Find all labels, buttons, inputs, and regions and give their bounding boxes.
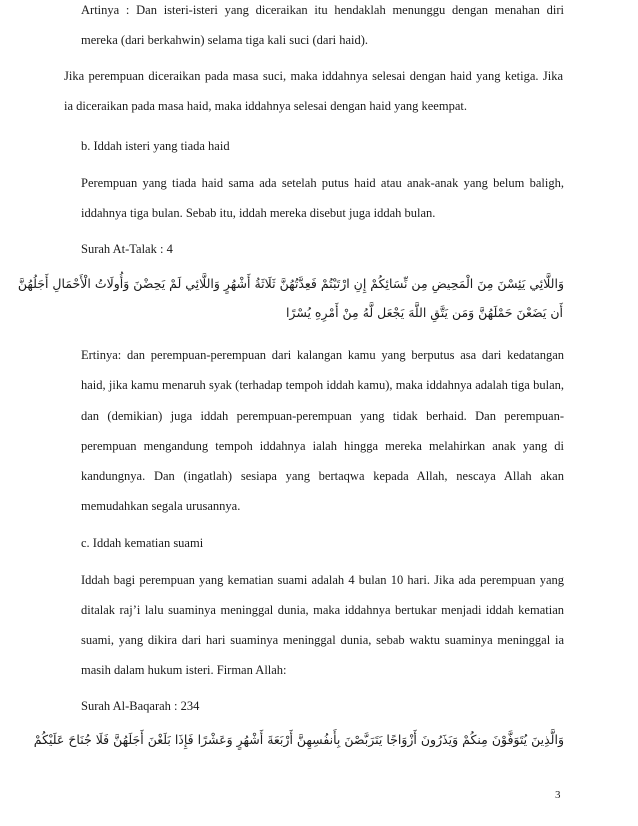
- text-line: dan (demikian) juga iddah perempuan-perempuan yang tidak berhaid. Dan perempuan-: [81, 409, 564, 423]
- text-line: suami, yang dikira dari hari suaminya meninggal dunia, sebab waktu suaminya meninggal ia: [81, 633, 564, 647]
- surah-reference: Surah Al-Baqarah : 234: [81, 699, 200, 713]
- text-line: ia diceraikan pada masa haid, maka iddahnya selesai dengan haid yang keempat.: [64, 99, 467, 113]
- text-line: memudahkan segala urusannya.: [81, 499, 241, 513]
- text-line: mereka (dari berkahwin) selama tiga kali suci (dari haid).: [81, 33, 369, 47]
- page-number: 3: [555, 789, 561, 801]
- text-line: haid, jika kamu menaruh syak (terhadap tempoh iddah kamu), maka iddahnya adalah tiga bulan,: [81, 378, 564, 392]
- text-line: perempuan mengandung tempoh iddahnya ialah hingga mereka melahirkan anak yang di: [81, 439, 564, 453]
- surah-reference: Surah At-Talak : 4: [81, 242, 173, 256]
- text-line: Iddah bagi perempuan yang kematian suami adalah 4 bulan 10 hari. Jika ada perempuan yang: [81, 573, 564, 587]
- arabic-verse-line: وَالَّذِينَ يُتَوَفَّوْنَ مِنكُمْ وَيَذَرُونَ أَزْوَاجًا يَتَرَبَّصْنَ بِأَنفُسِهِنَّ أَرْبَعَةَ أَشْهُرٍ وَعَشْرًا فَإِذَا بَلَغْنَ أَجَلَهُنَّ فَلَا جُنَاحَ عَلَيْكُمْ: [33, 732, 564, 747]
- text-line: ditalak raj’i lalu suaminya meninggal dunia, maka iddahnya bertukar menjadi iddah kematian: [81, 603, 564, 617]
- arabic-verse-line: وَاللَّائِي يَئِسْنَ مِنَ الْمَحِيضِ مِن نِّسَائِكُمْ إِنِ ارْتَبْتُمْ فَعِدَّتُهُنَّ ثَلَاثَةُ أَشْهُرٍ وَاللَّائِي لَمْ يَحِضْنَ وَأُولَاتُ الْأَحْمَالِ أَجَلُهُنَّ: [17, 276, 564, 291]
- text-line: iddahnya tiga bulan. Sebab itu, iddah mereka disebut juga iddah bulan.: [81, 206, 436, 220]
- section-heading: b. Iddah isteri yang tiada haid: [81, 139, 230, 153]
- text-line: masih dalam hukum isteri. Firman Allah:: [81, 663, 287, 677]
- section-heading: c. Iddah kematian suami: [81, 536, 204, 550]
- text-line: Artinya : Dan isteri-isteri yang diceraikan itu hendaklah menunggu dengan menahan diri: [81, 3, 564, 17]
- text-line: Perempuan yang tiada haid sama ada setelah putus haid atau anak-anak yang belum baligh,: [81, 176, 564, 190]
- arabic-verse-line: أَن يَضَعْنَ حَمْلَهُنَّ وَمَن يَتَّقِ اللَّهَ يَجْعَل لَّهُ مِنْ أَمْرِهِ يُسْرًا: [285, 305, 563, 320]
- text-line: Ertinya: dan perempuan-perempuan dari kalangan kamu yang berputus asa dari kedatangan: [81, 348, 564, 362]
- text-line: Jika perempuan diceraikan pada masa suci, maka iddahnya selesai dengan haid yang ketiga. Jika: [64, 69, 563, 83]
- text-line: kandungnya. Dan (ingatlah) sesiapa yang bertaqwa kepada Allah, nescaya Allah akan: [81, 469, 564, 483]
